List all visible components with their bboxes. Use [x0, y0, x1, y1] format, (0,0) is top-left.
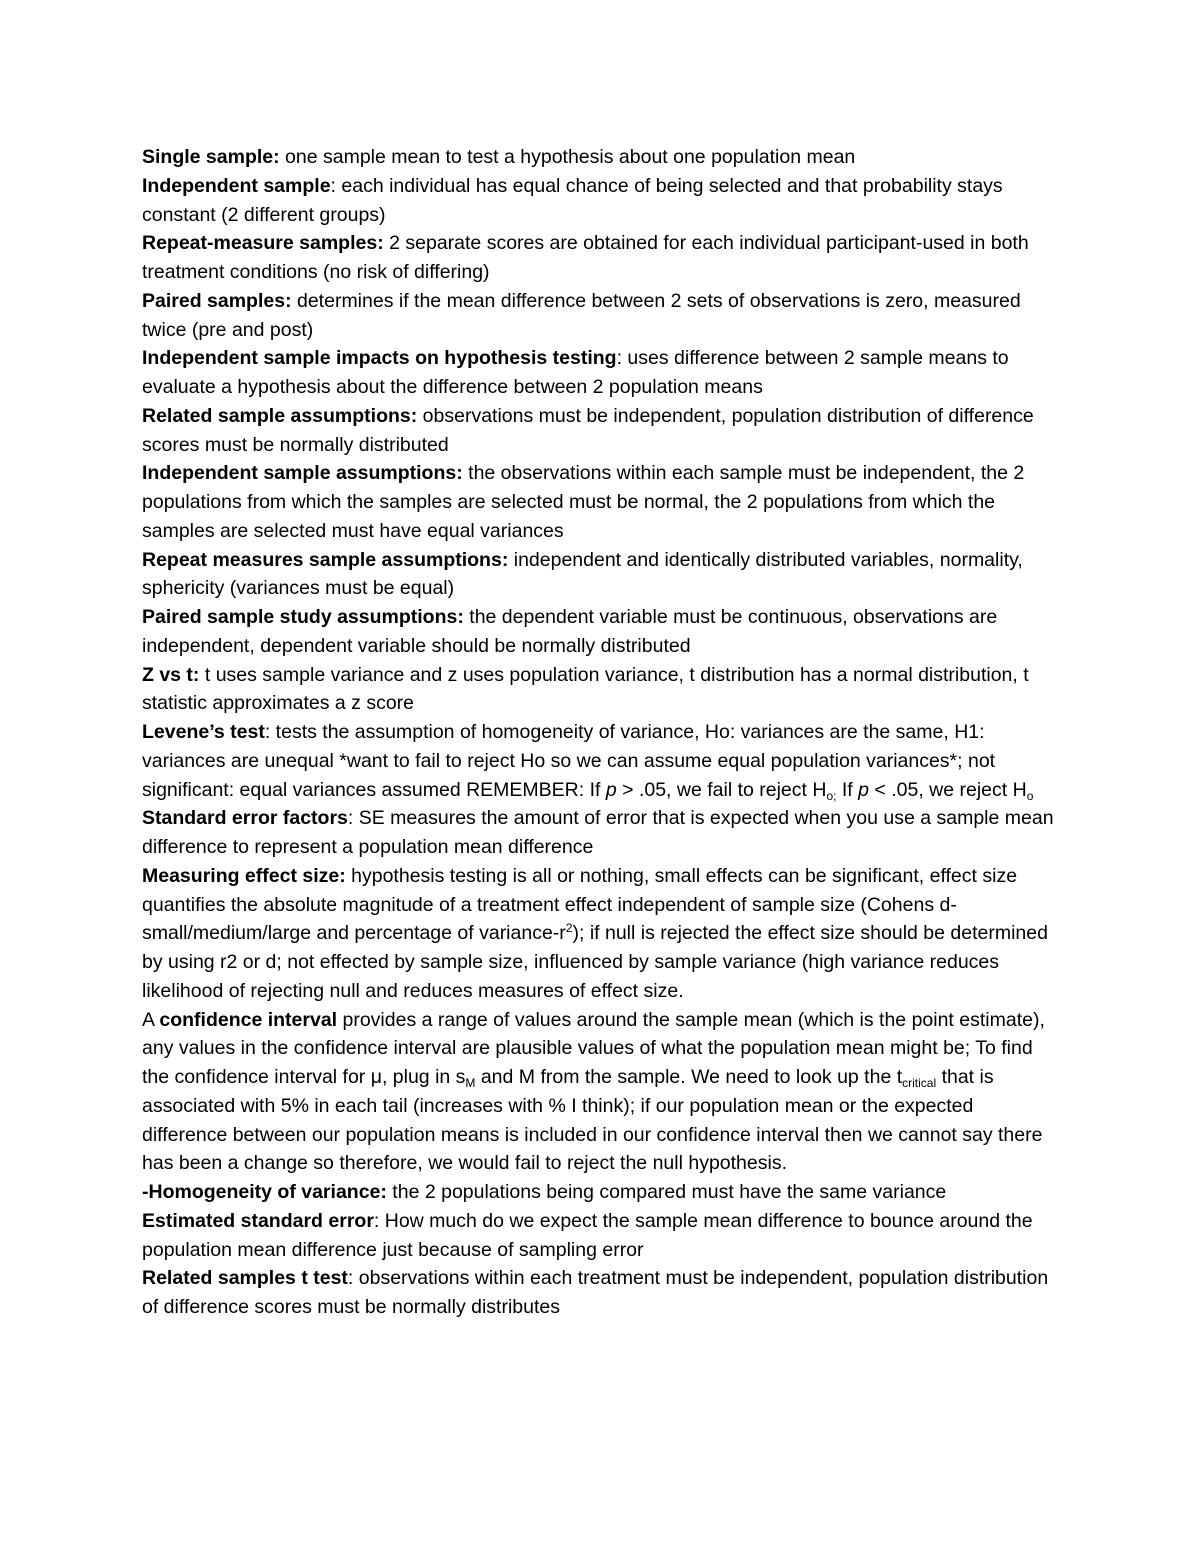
definition-independent-sample-impacts [142, 344, 1062, 402]
definition-text: hypothesis testing is all or nothing, small effects can be significant, effect size quantifies the absolute magnitude of a treatment effect independent of sample size (Cohens d-small/medium/large and percentage of variance-r [142, 864, 1018, 945]
definition-text: : SE measures the amount of error that is expected when you use a sample mean difference to represent a population mean difference [142, 807, 1054, 858]
term-label: confidence interval [159, 1008, 338, 1031]
term-label: Estimated standard error [142, 1209, 374, 1232]
subscript: o; [826, 788, 837, 803]
definition-text: determines if the mean difference between 2 sets of observations is zero, measured twice (pre and post) [142, 289, 1021, 341]
definition-text: If [836, 778, 859, 801]
definition-independent-sample [142, 172, 1062, 230]
subscript: M [465, 1076, 476, 1090]
definition-homogeneity-of-variance [142, 1178, 1062, 1207]
definition-text: provides a range of values around the sample mean (which is the point estimate), any values in the confidence interval are plausible values of what the population mean might be; To find the confidence interval for μ, plug in s [142, 1008, 1045, 1088]
definition-text: < .05, we reject H [869, 778, 1027, 801]
term-label: Paired samples: [142, 289, 292, 312]
definition-independent-sample-assumptions [142, 459, 1062, 545]
definition-confidence-interval [142, 1006, 1062, 1179]
term-label: -Homogeneity of variance: [142, 1181, 387, 1203]
document-page [142, 143, 1062, 1322]
definition-text: that is associated with 5% in each tail (increases with % I think); if our population mean or the expected difference between our population means is included in our confidence interval then we cannot say there has been a change so therefore, we would fail to reject the null hypothesis. [142, 1066, 1043, 1175]
superscript: 2 [565, 921, 573, 936]
definition-text: t uses sample variance and z uses population variance, t distribution has a normal distribution, t statistic approximates a z score [142, 663, 1029, 715]
definition-related-samples-t-test [142, 1264, 1062, 1322]
term-label: Repeat measures sample assumptions: [142, 548, 509, 571]
term-label: Standard error factors [142, 807, 348, 830]
definition-text: the observations within each sample must be independent, the 2 populations from which the samples are selected must be normal, the 2 populations from which the samples are selected must have equal variances [142, 462, 1025, 542]
term-label: Measuring effect size: [142, 864, 346, 887]
definition-text: the dependent variable must be continuous, observations are independent, dependent variable should be normally distributed [142, 606, 998, 657]
definition-paired-samples [142, 287, 1062, 345]
definition-repeat-measure-samples [142, 229, 1062, 287]
definition-text: one sample mean to test a hypothesis about one population mean [279, 146, 856, 168]
term-label: Independent sample assumptions: [142, 462, 463, 485]
definition-text: : observations within each treatment must be independent, population distribution of difference scores must be normally distributes [142, 1267, 1049, 1318]
definition-estimated-standard-error [142, 1207, 1062, 1265]
term-label: Levene’s test [142, 721, 265, 743]
definition-single-sample [142, 143, 1062, 172]
term-label: Paired sample study assumptions: [142, 606, 464, 628]
p-symbol: p [605, 778, 617, 801]
term-label: Related samples t test [142, 1267, 348, 1290]
definition-z-vs-t [142, 661, 1062, 719]
definition-text: ); if null is rejected the effect size should be determined by using r2 or d; not effected by sample size, influenced by sample variance (high variance reduces likelihood of rejecting null and reduces measures of effect size. [142, 922, 1048, 1002]
term-label: Independent sample impacts on hypothesis testing [142, 347, 617, 370]
definition-text: 2 separate scores are obtained for each individual participant-used in both treatment conditions (no risk of differing) [142, 232, 1029, 283]
definition-standard-error-factors [142, 804, 1062, 862]
term-label: Single sample: [142, 146, 280, 168]
definition-paired-sample-study-assumptions [142, 603, 1062, 661]
definition-text: : uses difference between 2 sample means to evaluate a hypothesis about the difference between 2 population means [142, 347, 1009, 398]
definition-measuring-effect-size [142, 862, 1062, 1006]
term-label: Repeat-measure samples: [142, 232, 384, 255]
term-label: Independent sample [142, 174, 331, 197]
definition-text: independent and identically distributed variables, normality, sphericity (variances must be equal) [142, 548, 1023, 600]
p-symbol: p [858, 778, 869, 801]
definition-text: : How much do we expect the sample mean difference to bounce around the population mean difference just because of sampling error [142, 1209, 1033, 1261]
definition-levenes-test [142, 718, 1062, 804]
definition-text: : each individual has equal chance of being selected and that probability stays constant (2 different groups) [142, 174, 1003, 226]
definition-text: the 2 populations being compared must have the same variance [386, 1181, 947, 1203]
term-label: Z vs t: [142, 663, 200, 686]
definition-text: and M from the sample. We need to look up the t [475, 1066, 903, 1088]
definition-text: > .05, we fail to reject H [616, 778, 827, 801]
subscript: o [1026, 788, 1034, 803]
definition-text: : tests the assumption of homogeneity of variance, Ho: variances are the same, H1: variances are unequal *want to fail to reject Ho so we can assume equal population variances*; not significant: equal variances assumed REMEMBER: If [142, 721, 996, 801]
definition-repeat-measures-assumptions [142, 546, 1062, 604]
definition-prefix: A [142, 1008, 160, 1031]
term-label: Related sample assumptions: [142, 404, 418, 427]
definition-related-sample-assumptions [142, 402, 1062, 460]
definition-text: observations must be independent, population distribution of difference scores must be normally distributed [142, 404, 1034, 456]
subscript: critical [902, 1076, 937, 1090]
